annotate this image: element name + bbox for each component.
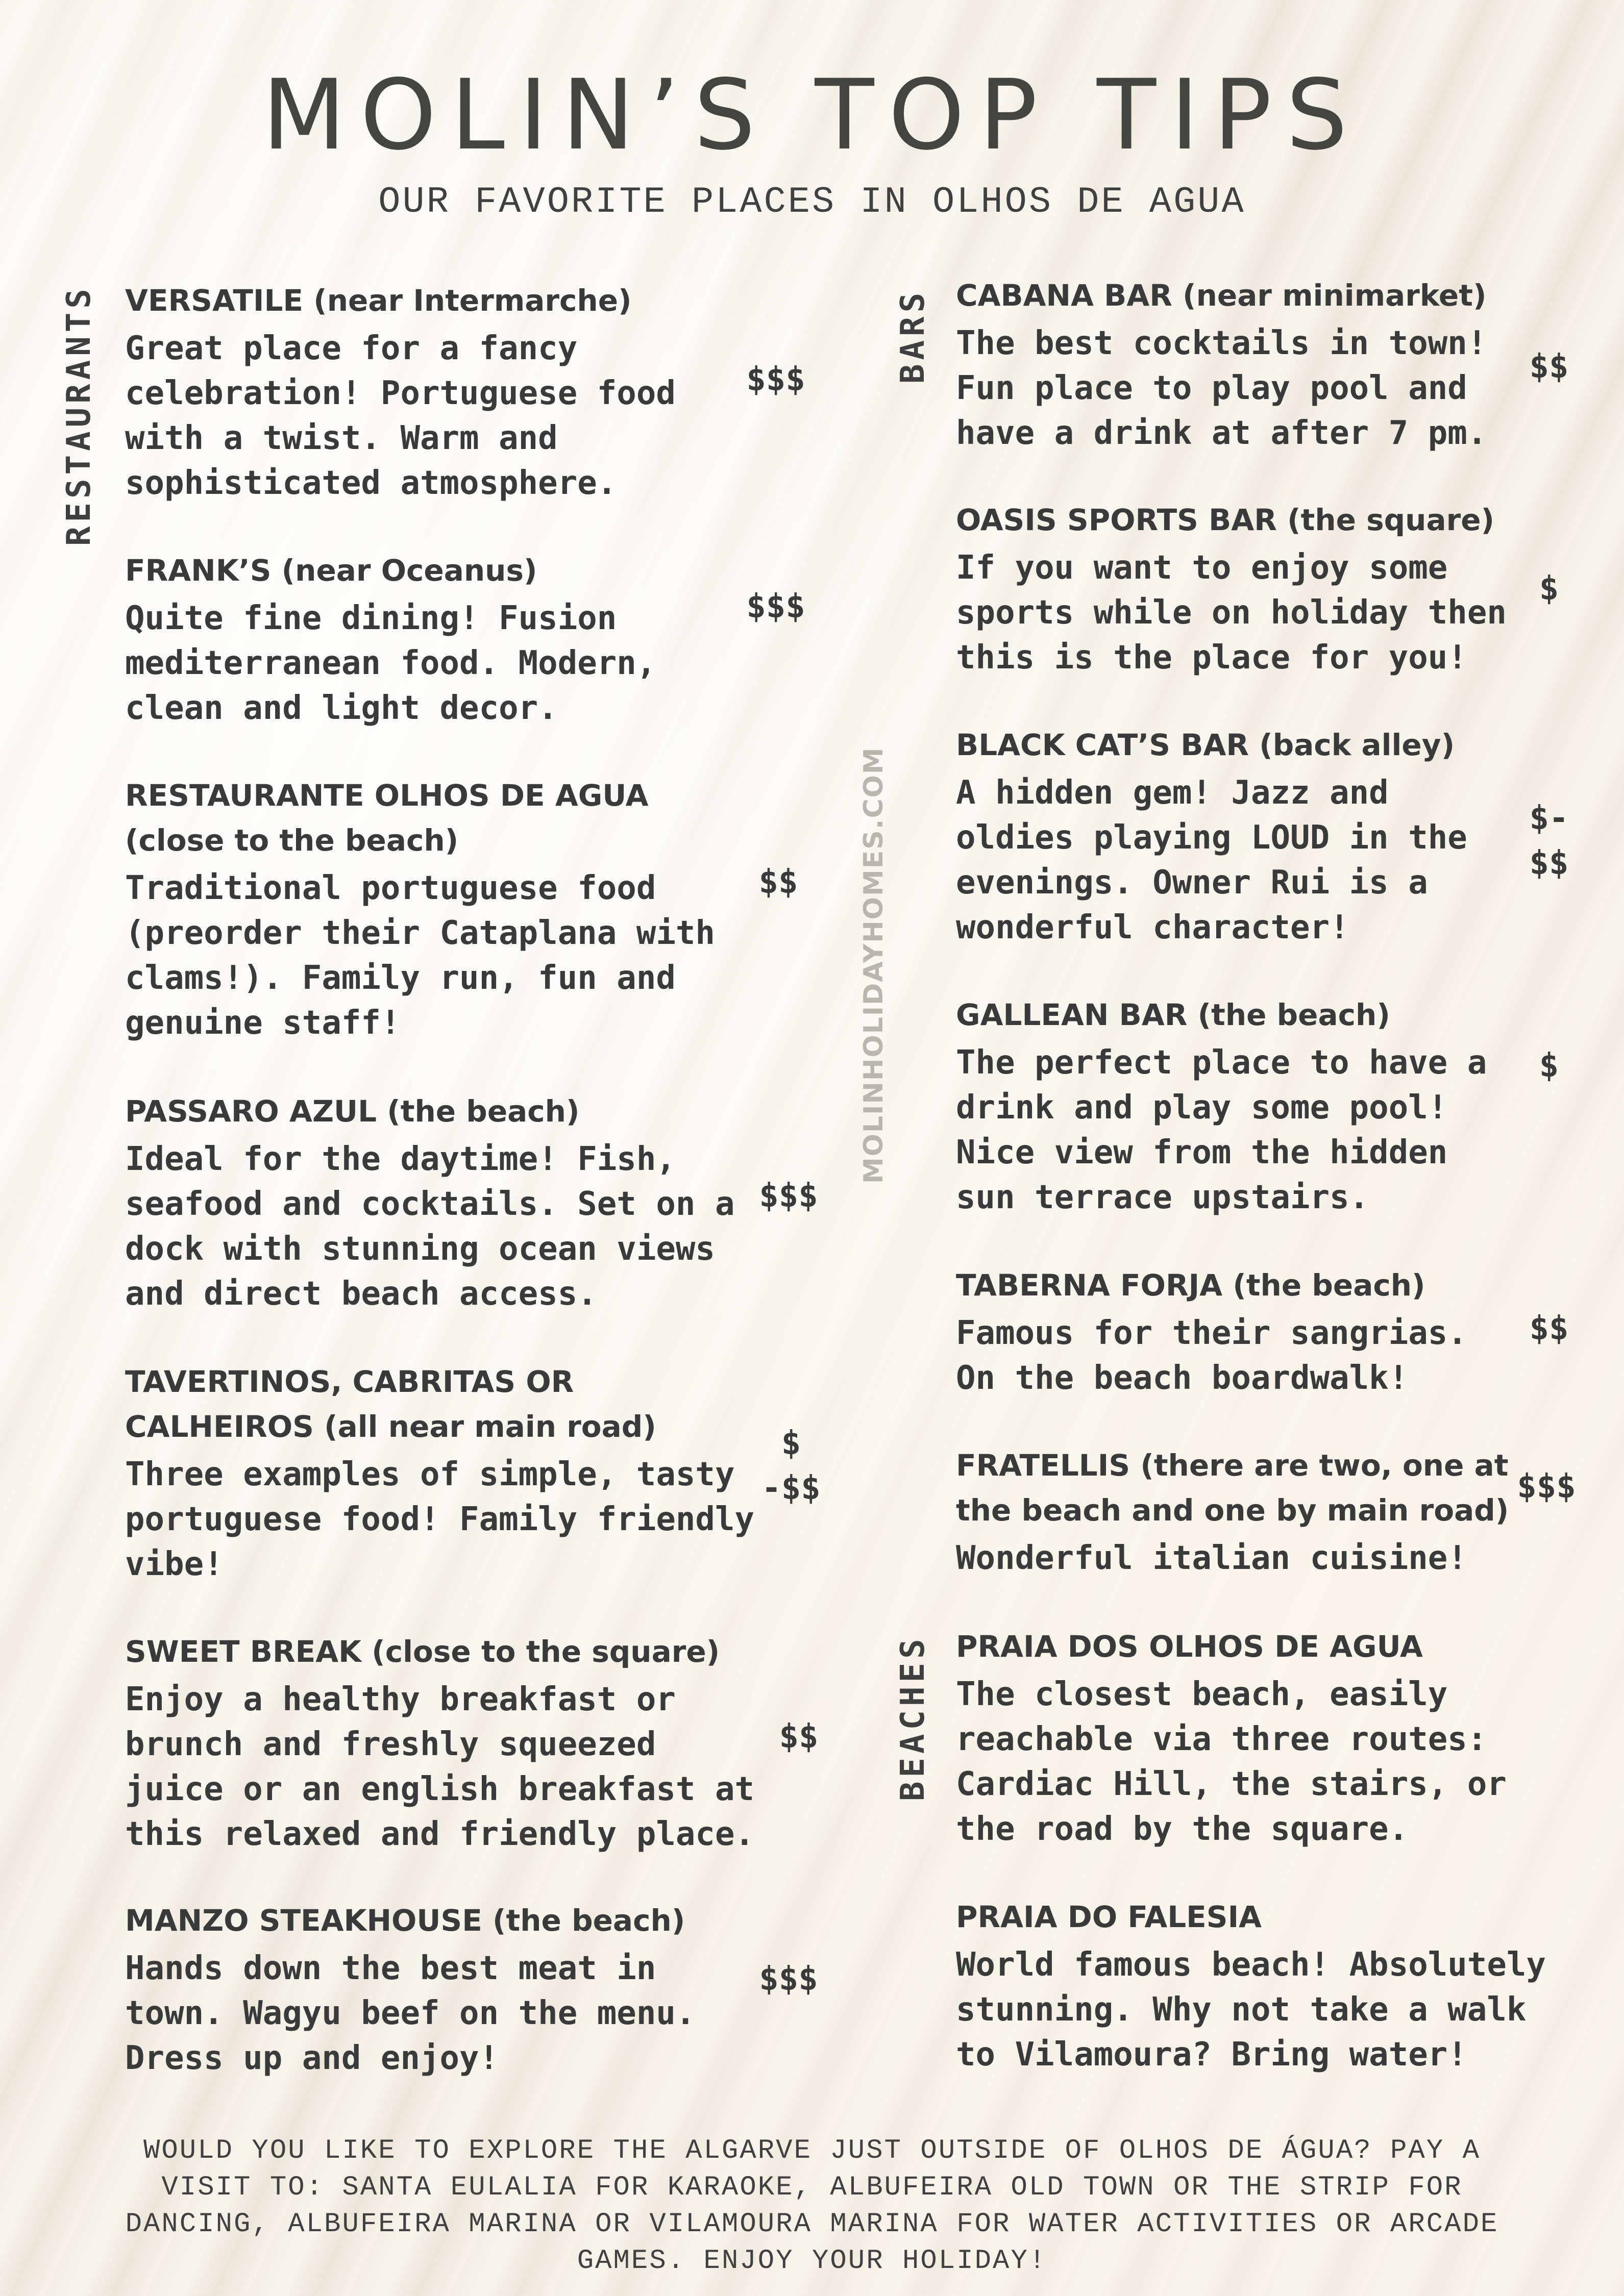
entry-name: TAVERTINOS, CABRITAS OR CALHEIROS (all near main road) [125, 1364, 656, 1444]
entry-description: Ideal for the daytime! Fish, seafood and cocktails. Set on a dock with stunning ocean views and direct beach access. [125, 1140, 735, 1313]
bar-entry [956, 273, 1528, 456]
entry-description: The best cocktails in town! Fun place to play pool and have a drink at after 7 pm. [956, 325, 1487, 452]
section-label-beaches: BEACHES [894, 1635, 932, 1801]
bar-entry [956, 1443, 1528, 1581]
price-level: $$ [779, 1718, 819, 1756]
beach-entry [956, 1624, 1568, 1852]
entry-description: A hidden gem! Jazz and oldies playing LOUD in the evenings. Owner Rui is a wonderful character! [956, 774, 1467, 946]
price-level: $$$ [746, 361, 805, 398]
entry-name: PRAIA DO FALESIA [956, 1900, 1262, 1934]
entry-name: CABANA BAR (near minimarket) [956, 278, 1487, 313]
price-level: $- $$ [1529, 800, 1569, 882]
price-level: $ [1539, 570, 1559, 608]
price-level: $ -$$ [761, 1425, 821, 1507]
beach-entry [956, 1894, 1594, 2077]
price-level: $$ [1529, 1310, 1569, 1347]
restaurant-entry [125, 1629, 789, 1857]
price-level: $$$ [1517, 1468, 1576, 1506]
entry-name: TABERNA FORJA (the beach) [956, 1268, 1425, 1303]
bar-entry [956, 722, 1528, 950]
price-level: $$$ [759, 1177, 818, 1215]
price-level: $ [1539, 1047, 1559, 1085]
entry-name: OASIS SPORTS BAR (the square) [956, 503, 1495, 537]
entry-description: Great place for a fancy celebration! Portuguese food with a twist. Warm and sophisticated atmosphere. [125, 330, 676, 502]
section-label-bars: BARS [894, 288, 932, 384]
price-level: $$$ [759, 1960, 818, 1998]
entry-name: GALLEAN BAR (the beach) [956, 997, 1390, 1032]
bar-entry [956, 497, 1528, 680]
page-subtitle: OUR FAVORITE PLACES IN OLHOS DE AGUA [378, 181, 1246, 223]
restaurant-entry [125, 278, 789, 506]
price-level: $$$ [746, 588, 805, 626]
entry-name: SWEET BREAK (close to the square) [125, 1634, 720, 1669]
bar-entry [956, 992, 1528, 1220]
entry-name: MANZO STEAKHOUSE (the beach) [125, 1903, 685, 1938]
entry-name: PRAIA DOS OLHOS DE AGUA [956, 1629, 1423, 1664]
restaurant-entry [125, 773, 789, 1045]
entry-description: Quite fine dining! Fusion mediterranean food. Modern, clean and light decor. [125, 600, 656, 727]
footer-text: WOULD YOU LIKE TO EXPLORE THE ALGARVE JUST OUTSIDE OF OLHOS DE ÁGUA? PAY A VISIT TO: SANTA EULALIA FOR KARAOKE, ALBUFEIRA OLD TOWN OR THE STRIP FOR DANCING, ALBUFEIRA MARINA OR VILAMOURA MARINA FOR WATER ACTIVITIES OR ARCADE GAMES. ENJOY YOUR HOLIDAY! [125, 2135, 1499, 2277]
entry-description: Famous for their sangrias. On the beach boardwalk! [956, 1314, 1467, 1397]
entry-description: Three examples of simple, tasty portuguese food! Family friendly vibe! [125, 1456, 754, 1583]
page-title: MOLIN’S TOP TIPS [262, 59, 1362, 171]
entry-name: PASSARO AZUL (the beach) [125, 1094, 580, 1129]
entry-description: Traditional portuguese food (preorder their Cataplana with clams!). Family run, fun and genuine staff! [125, 869, 715, 1042]
entry-name: FRATELLIS (there are two, one at the beach and one by main road) [956, 1448, 1509, 1528]
entry-description: Wonderful italian cuisine! [956, 1539, 1467, 1577]
price-level: $$ [1529, 348, 1569, 386]
entry-description: Hands down the best meat in town. Wagyu beef on the menu. Dress up and enjoy! [125, 1950, 696, 2077]
entry-description: Enjoy a healthy breakfast or brunch and freshly squeezed juice or an english breakfast at this relaxed and friendly place. [125, 1681, 754, 1853]
price-level: $$ [758, 863, 798, 901]
restaurant-entry [125, 1359, 789, 1587]
restaurant-entry [125, 548, 789, 731]
section-label-restaurants: RESTAURANTS [60, 285, 98, 546]
entry-name: RESTAURANTE OLHOS DE AGUA (close to the beach) [125, 778, 649, 858]
entry-name: VERSATILE (near Intermarche) [125, 283, 632, 318]
entry-description: World famous beach! Absolutely stunning. Why not take a walk to Vilamoura? Bring water! [956, 1946, 1546, 2074]
bar-entry [956, 1263, 1528, 1401]
restaurant-entry [125, 1089, 789, 1316]
entry-name: BLACK CAT’S BAR (back alley) [956, 728, 1455, 762]
entry-description: The perfect place to have a drink and play some pool! Nice view from the hidden sun terrace upstairs. [956, 1044, 1487, 1216]
restaurant-entry [125, 1898, 789, 2081]
entry-description: If you want to enjoy some sports while on holiday then this is the place for you! [956, 549, 1507, 677]
entry-name: FRANK’S (near Oceanus) [125, 553, 537, 588]
entry-description: The closest beach, easily reachable via three routes: Cardiac Hill, the stairs, or the road by the square. [956, 1676, 1507, 1848]
watermark-text: MOLINHOLIDAYHOMES.COM [858, 746, 889, 1184]
